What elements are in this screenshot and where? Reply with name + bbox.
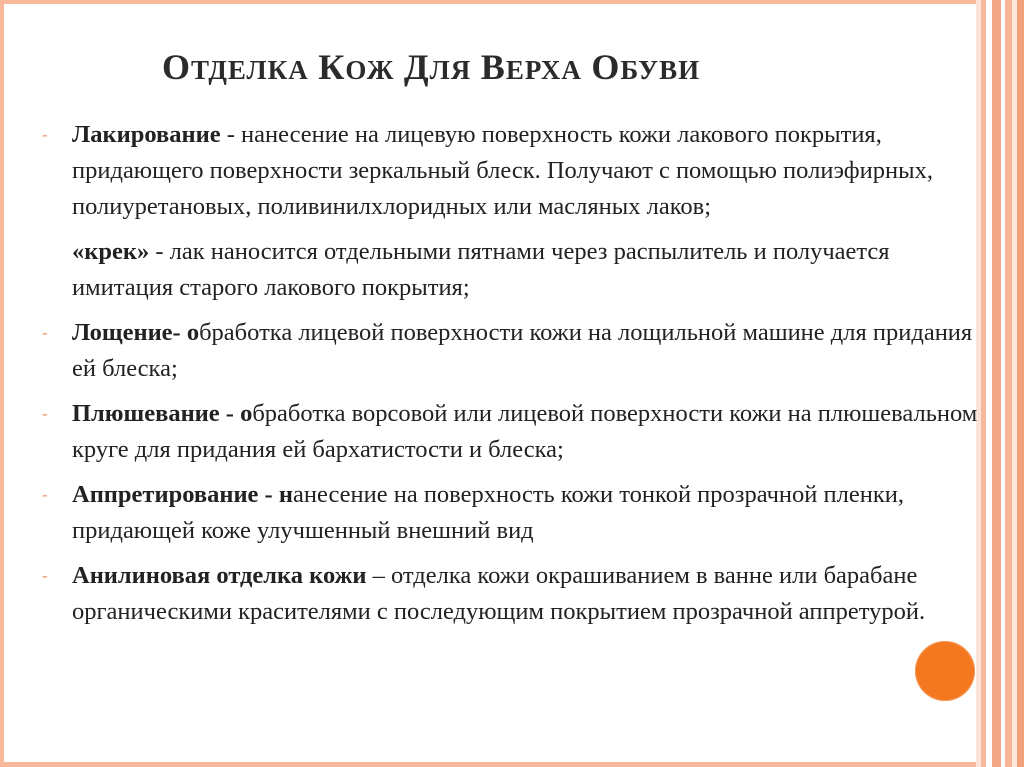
list-item-text bbox=[72, 396, 987, 468]
bullet-list bbox=[42, 117, 987, 639]
definition: анесение на поверхность кожи тонкой прозрачной пленки, придающей коже улучшенный внешний вид bbox=[72, 481, 904, 544]
definition: - лак наносится отдельными пятнами через распылитель и получается имитация старого лакового покрытия; bbox=[72, 238, 890, 301]
slide-title-text: ОТДЕЛКА КОЖ ДЛЯ ВЕРХА ОБУВИ bbox=[162, 47, 701, 87]
list-item-text bbox=[72, 477, 987, 549]
list-item-glazing bbox=[42, 315, 987, 387]
list-item-text bbox=[72, 315, 987, 387]
bottom-border bbox=[0, 762, 1024, 767]
term: Лакирование bbox=[72, 121, 221, 148]
list-item-crackle bbox=[42, 234, 987, 306]
list-item-text bbox=[72, 117, 987, 225]
term: Анилиновая отделка кожи bbox=[72, 562, 367, 589]
bullet-dash: - bbox=[42, 404, 48, 423]
bullet-dash: - bbox=[42, 125, 48, 144]
definition: – отделка кожи окрашиванием в ванне или барабане органическими красителями с последующим покрытием прозрачной аппретурой. bbox=[72, 562, 926, 625]
definition: бработка лицевой поверхности кожи на лощильной машине для придания ей блеска; bbox=[72, 319, 973, 382]
bullet-dash: - bbox=[42, 323, 48, 342]
left-border bbox=[0, 0, 4, 767]
list-item-aniline bbox=[42, 558, 987, 630]
top-border bbox=[0, 0, 1024, 4]
list-item-text bbox=[72, 558, 987, 630]
term: «крек» bbox=[72, 238, 150, 265]
list-item-lacquering bbox=[42, 117, 987, 225]
definition: бработка ворсовой или лицевой поверхности кожи на плюшевальном круге для придания ей бархатистости и блеска; bbox=[72, 400, 978, 463]
list-item-plushing bbox=[42, 396, 987, 468]
term: Лощение- о bbox=[72, 319, 200, 346]
list-item-finishing bbox=[42, 477, 987, 549]
decorative-orange-circle bbox=[915, 641, 975, 701]
term: Аппретирование - н bbox=[72, 481, 293, 508]
bullet-dash: - bbox=[42, 485, 48, 504]
term: Плюшевание - о bbox=[72, 400, 253, 427]
definition: - нанесение на лицевую поверхность кожи лакового покрытия, придающего поверхности зеркальный блеск. Получают с помощью полиэфирных, полиуретановых, поливинилхлоридных или масляных лаков; bbox=[72, 121, 933, 220]
slide-title bbox=[162, 46, 862, 88]
bullet-dash: - bbox=[42, 566, 48, 585]
list-item-text bbox=[72, 234, 987, 306]
